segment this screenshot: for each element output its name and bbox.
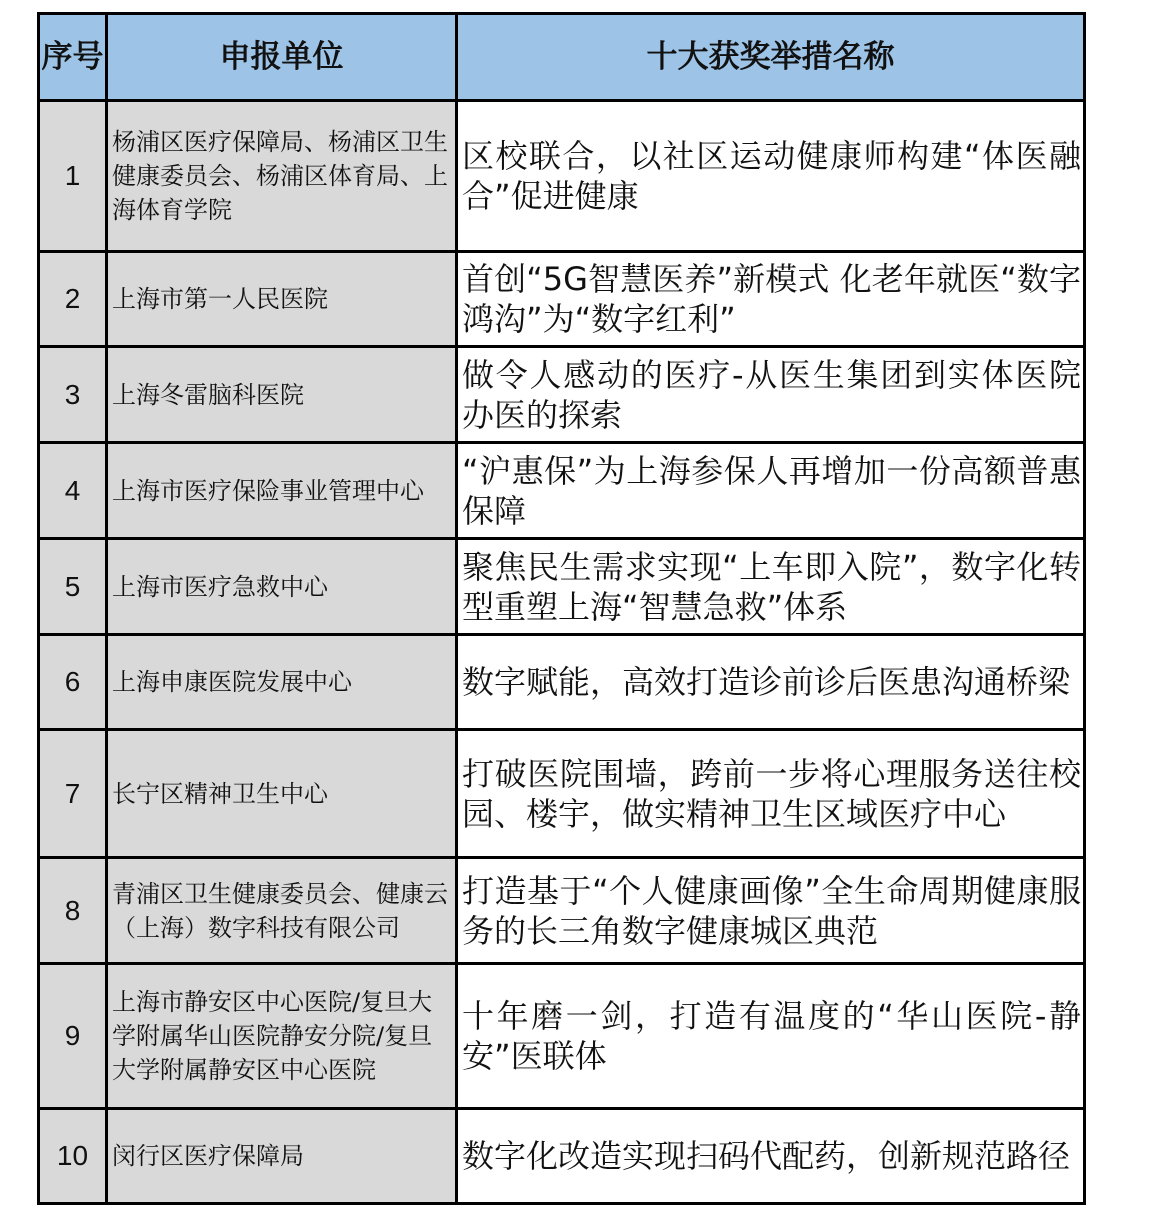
row-measure: 数字化改造实现扫码代配药，创新规范路径 bbox=[457, 1109, 1085, 1204]
row-measure: 打造基于“个人健康画像”全生命周期健康服务的长三角数字健康城区典范 bbox=[457, 858, 1085, 964]
table-row bbox=[39, 964, 1085, 1109]
table-row bbox=[39, 347, 1085, 443]
row-measure: 十年磨一剑，打造有温度的“华山医院-静安”医联体 bbox=[457, 964, 1085, 1109]
row-number: 1 bbox=[39, 101, 107, 252]
table-row bbox=[39, 730, 1085, 858]
row-unit: 杨浦区医疗保障局、杨浦区卫生健康委员会、杨浦区体育局、上海体育学院 bbox=[107, 101, 457, 252]
row-measure: 数字赋能，高效打造诊前诊后医患沟通桥梁 bbox=[457, 635, 1085, 730]
row-unit: 上海市医疗保险事业管理中心 bbox=[107, 443, 457, 539]
table-row bbox=[39, 858, 1085, 964]
header-unit: 申报单位 bbox=[107, 14, 457, 101]
header-no: 序号 bbox=[39, 14, 107, 101]
row-measure: 做令人感动的医疗-从医生集团到实体医院办医的探索 bbox=[457, 347, 1085, 443]
row-number: 3 bbox=[39, 347, 107, 443]
awards-table bbox=[37, 12, 1086, 1205]
header-measure: 十大获奖举措名称 bbox=[457, 14, 1085, 101]
table-row bbox=[39, 635, 1085, 730]
row-measure: 首创“5G智慧医养”新模式 化老年就医“数字鸿沟”为“数字红利” bbox=[457, 252, 1085, 347]
row-unit: 上海冬雷脑科医院 bbox=[107, 347, 457, 443]
row-number: 2 bbox=[39, 252, 107, 347]
table-row bbox=[39, 101, 1085, 252]
row-unit: 上海市医疗急救中心 bbox=[107, 539, 457, 635]
row-measure: 聚焦民生需求实现“上车即入院”，数字化转型重塑上海“智慧急救”体系 bbox=[457, 539, 1085, 635]
row-unit: 青浦区卫生健康委员会、健康云（上海）数字科技有限公司 bbox=[107, 858, 457, 964]
row-number: 9 bbox=[39, 964, 107, 1109]
table-row bbox=[39, 252, 1085, 347]
row-unit: 闵行区医疗保障局 bbox=[107, 1109, 457, 1204]
row-number: 7 bbox=[39, 730, 107, 858]
row-unit: 上海市静安区中心医院/复旦大学附属华山医院静安分院/复旦大学附属静安区中心医院 bbox=[107, 964, 457, 1109]
row-number: 5 bbox=[39, 539, 107, 635]
row-measure: 打破医院围墙，跨前一步将心理服务送往校园、楼宇，做实精神卫生区域医疗中心 bbox=[457, 730, 1085, 858]
row-unit: 长宁区精神卫生中心 bbox=[107, 730, 457, 858]
table-header-row bbox=[39, 14, 1085, 101]
row-number: 6 bbox=[39, 635, 107, 730]
row-unit: 上海申康医院发展中心 bbox=[107, 635, 457, 730]
table-row bbox=[39, 539, 1085, 635]
row-measure: “沪惠保”为上海参保人再增加一份高额普惠保障 bbox=[457, 443, 1085, 539]
row-unit: 上海市第一人民医院 bbox=[107, 252, 457, 347]
row-number: 10 bbox=[39, 1109, 107, 1204]
row-number: 8 bbox=[39, 858, 107, 964]
row-measure: 区校联合，以社区运动健康师构建“体医融合”促进健康 bbox=[457, 101, 1085, 252]
row-number: 4 bbox=[39, 443, 107, 539]
table-row bbox=[39, 1109, 1085, 1204]
table-row bbox=[39, 443, 1085, 539]
